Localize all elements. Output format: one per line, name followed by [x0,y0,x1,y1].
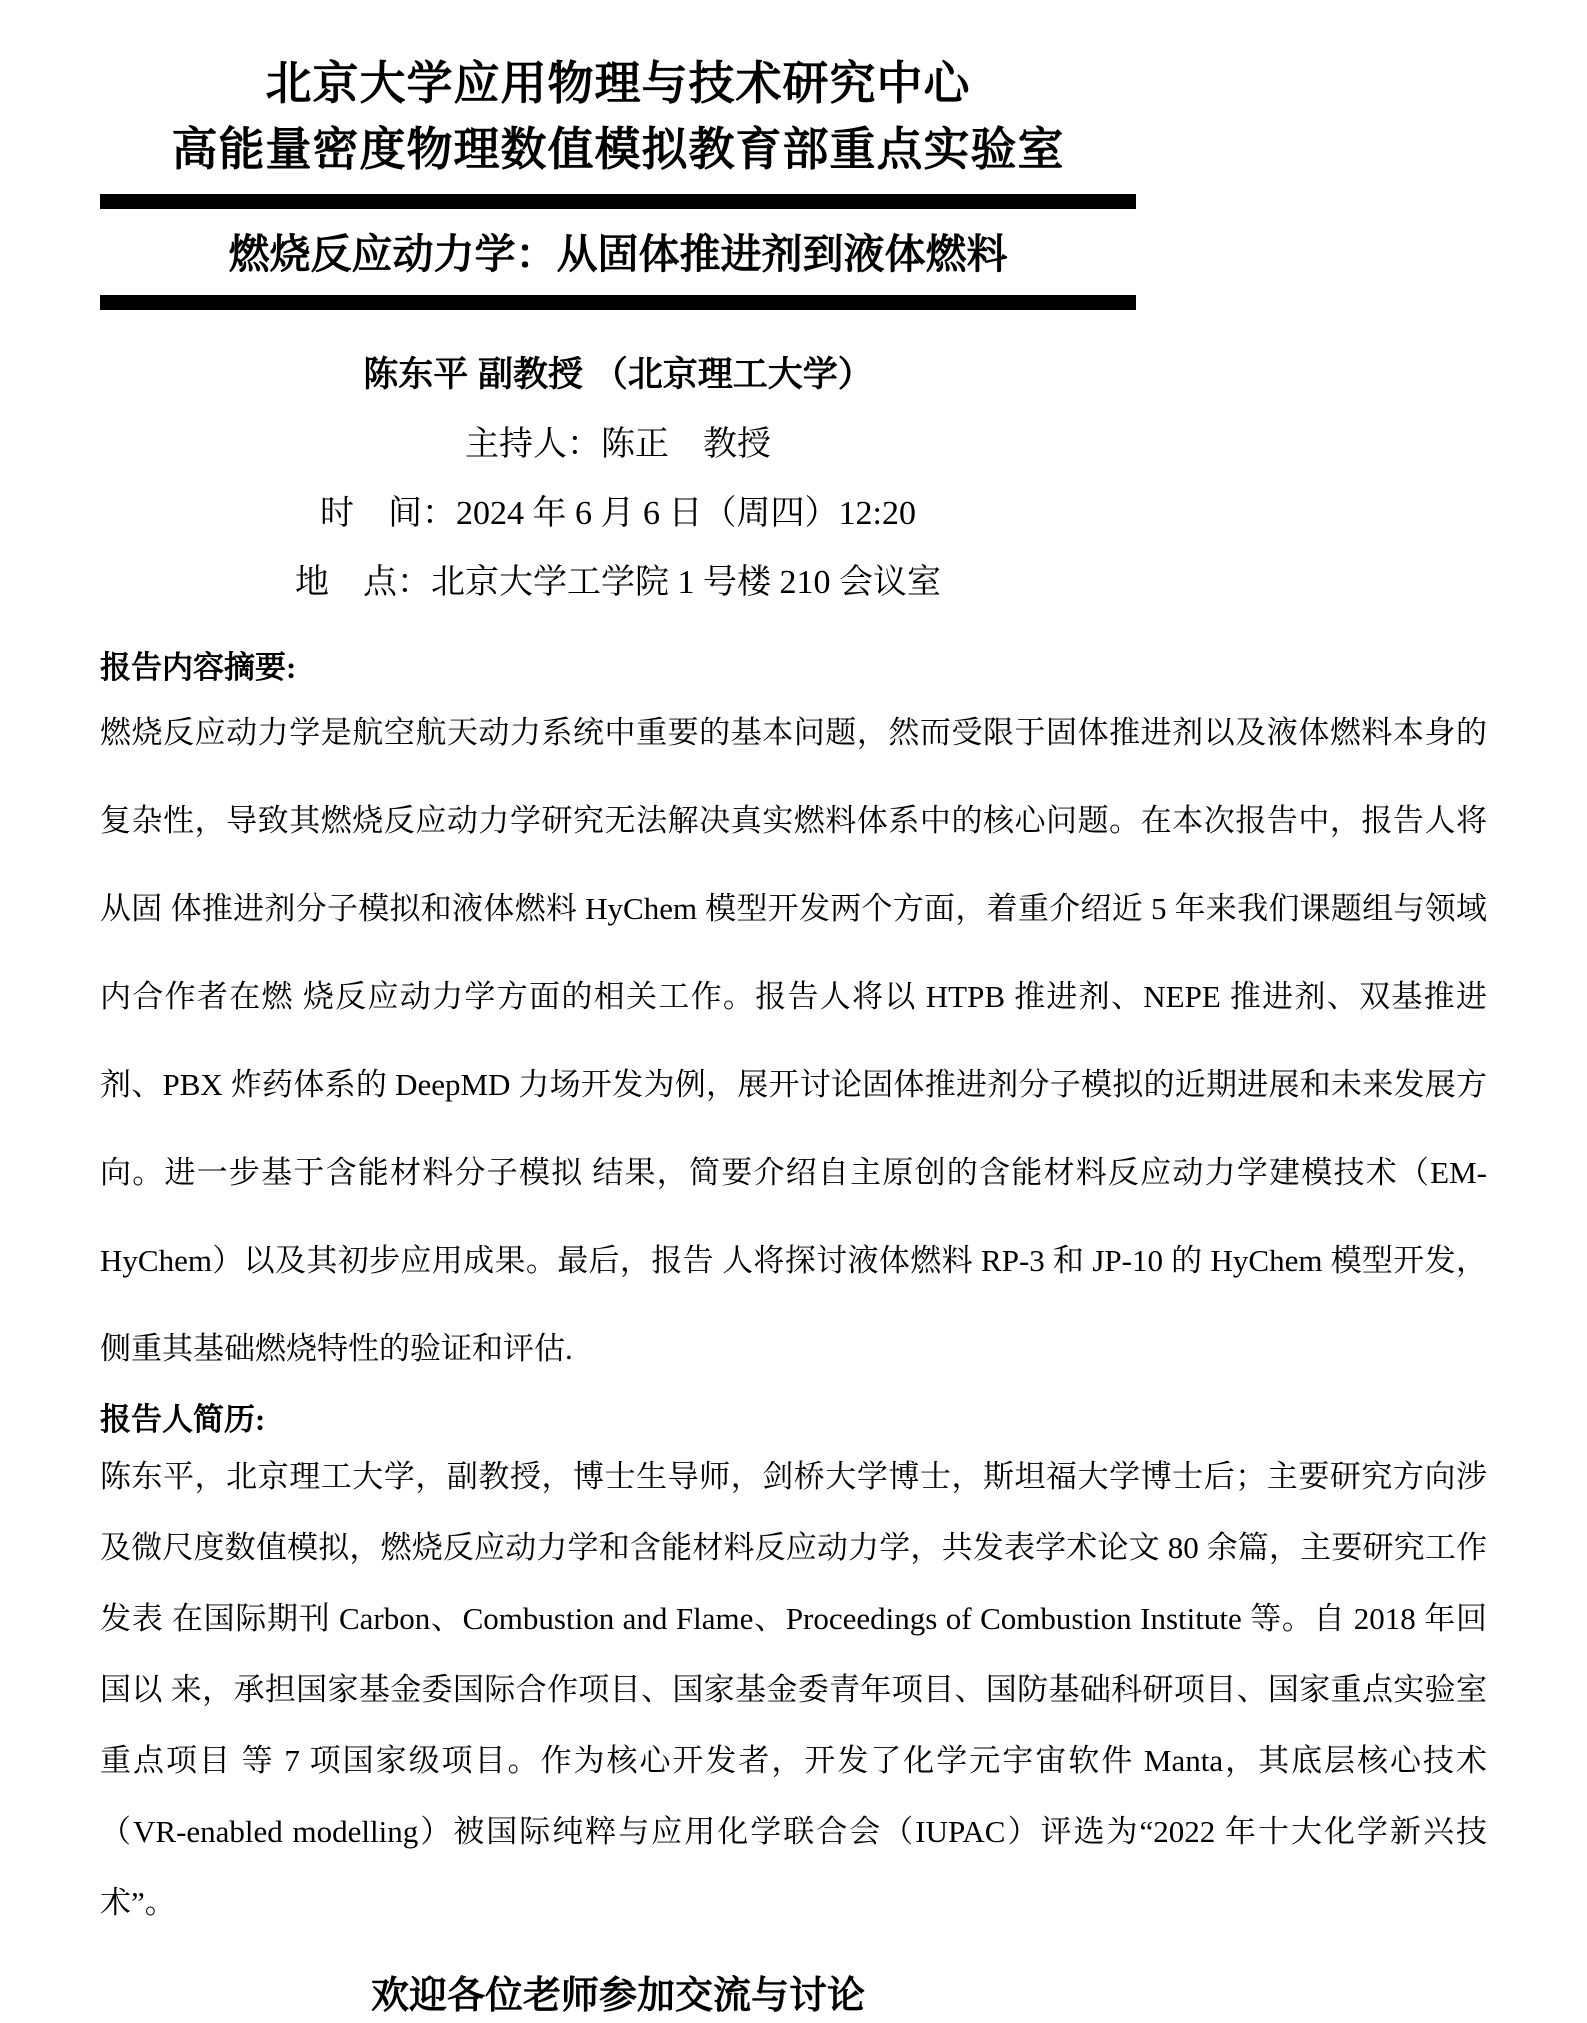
time-line: 时 间：2024 年 6 月 6 日（周四）12:20 [320,495,916,532]
document-header [100,50,1136,603]
divider-bar-bottom [100,295,1136,310]
org-title-line2: 高能量密度物理数值模拟教育部重点实验室 [171,123,1065,175]
speaker-line: 陈东平 副教授 （北京理工大学） [363,355,873,394]
document-body [100,647,1487,1938]
closing-line: 欢迎各位老师参加交流与讨论 [370,1975,865,2017]
bio-heading: 报告人简历: [100,1402,266,1437]
org-title-line1: 北京大学应用物理与技术研究中心 [265,57,971,109]
document-footer [100,1972,1487,2020]
location-line: 地 点：北京大学工学院 1 号楼 210 会议室 [295,564,941,601]
abstract-heading: 报告内容摘要: [100,650,297,685]
host-line: 主持人：陈正 教授 [465,426,771,463]
bio-paragraph: 陈东平，北京理工大学，副教授，博士生导师，剑桥大学博士，斯坦福大学博士后；主要研究方向涉 及微尺度数值模拟，燃烧反应动力学和含能材料反应动力学，共发表学术论文 80 余篇，主要研究工作发表 在国际期刊 Carbon、Combustion and Flame、Proceedings of Combustion Institute 等。自 2018 年回国以 来，承担国家基金委国际合作项目、国家基金委青年项目、国防基础科研项目、国家重点实验室重点项目 等 7 项国家级项目。作为核心开发者，开发了化学元宇宙软件 Manta，其底层核心技术（VR-enabled modelling）被国际纯粹与应用化学联合会（IUPAC）评选为“2022 年十大化学新兴技术”。 [100,1459,1487,1920]
seminar-title: 燃烧反应动力学：从固体推进剂到液体燃料 [228,231,1008,277]
abstract-paragraph: 燃烧反应动力学是航空航天动力系统中重要的基本问题，然而受限于固体推进剂以及液体燃料本身的 复杂性，导致其燃烧反应动力学研究无法解决真实燃料体系中的核心问题。在本次报告中，报告人将从固 体推进剂分子模拟和液体燃料 HyChem 模型开发两个方面，着重介绍近 5 年来我们课题组与领域内合作者在燃 烧反应动力学方面的相关工作。报告人将以 HTPB 推进剂、NEPE 推进剂、双基推进剂、PBX 炸药体系的 DeepMD 力场开发为例，展开讨论固体推进剂分子模拟的近期进展和未来发展方向。进一步基于含能材料分子模拟 结果，简要介绍自主原创的含能材料反应动力学建模技术（EM-HyChem）以及其初步应用成果。最后，报告 人将探讨液体燃料 RP-3 和 JP-10 的 HyChem 模型开发，侧重其基础燃烧特性的验证和评估. [100,715,1487,1366]
divider-bar-top [100,194,1136,209]
